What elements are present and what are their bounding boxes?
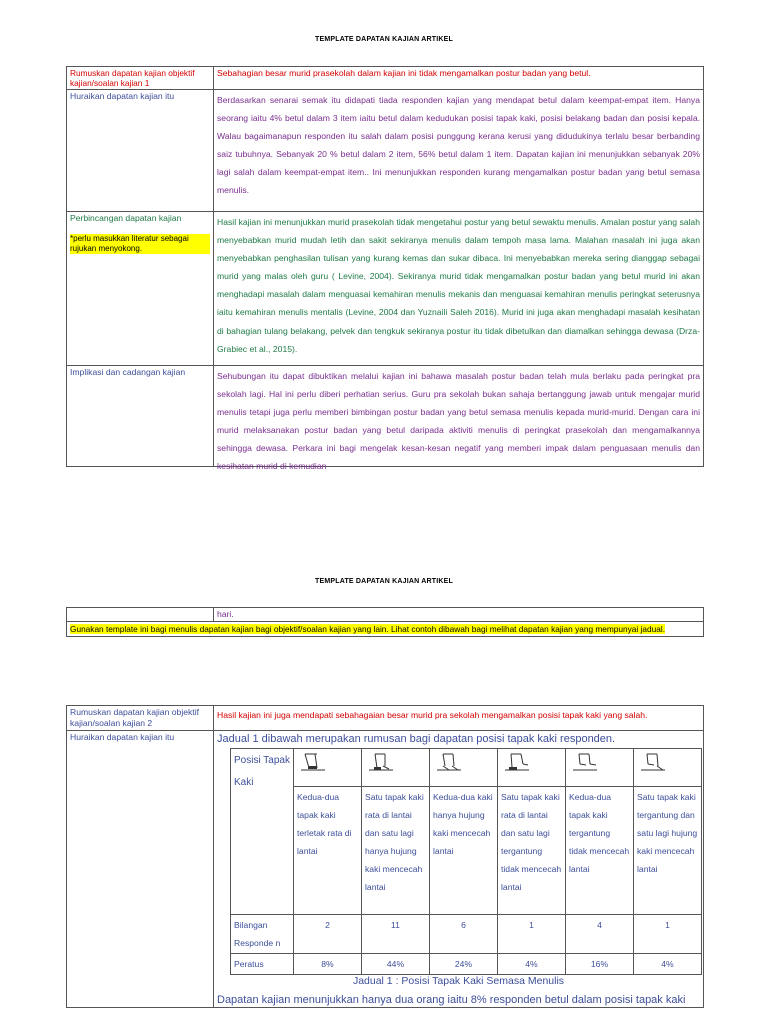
count-cell: 1 — [634, 915, 702, 954]
count-cell: 2 — [294, 915, 362, 954]
row-label: Implikasi dan cadangan kajian — [67, 366, 214, 467]
table-row — [67, 622, 704, 637]
percent-row — [231, 954, 702, 975]
table-caption: Jadual 1 : Posisi Tapak Kaki Semasa Menulis — [352, 975, 565, 988]
column-header: Kedua-dua tapak kaki terletak rata di lantai — [294, 787, 362, 915]
table-row — [67, 608, 704, 622]
percent-cell: 24% — [430, 954, 498, 975]
foot-icon — [566, 749, 634, 787]
row-text: Sebahagian besar murid prasekolah dalam kajian ini tidak mengamalkan postur badan yang betul. — [214, 67, 704, 90]
row-text: Berdasarkan senarai semak itu didapati tiada responden kajian yang mendapat betul dalam keempat-empat item. Hanya seorang iaitu 4% betul dalam 3 item iaitu betul dalam kedudukan posisi tapak kaki, posisi belakang badan dan posisi kepala. Walau bagaimanapun responden itu salah dalam posisi punggung kerana kerusi yang didudukinya terlalu besar berbanding saiz tubuhnya. Sebanyak 20 % betul dalam 2 item, 56% betul dalam 1 item. Dapatan kajian ini menunjukkan sebanyak 20% lagi salah dalam keempat-empat item.. Ini menunjukkan responden kurang mengamalkan postur badan yang betul semasa menulis. — [214, 90, 704, 212]
column-header: Kedua-dua tapak kaki tergantung tidak mencecah lantai — [566, 787, 634, 915]
icon-row — [231, 749, 702, 787]
percent-cell: 16% — [566, 954, 634, 975]
percent-cell: 8% — [294, 954, 362, 975]
empty-cell — [67, 608, 214, 622]
count-cell: 6 — [430, 915, 498, 954]
row-content — [214, 731, 704, 1008]
page-title: TEMPLATE DAPATAN KAJIAN ARTIKEL — [314, 36, 454, 43]
table-row — [67, 366, 704, 467]
continuation-table — [66, 607, 704, 637]
row-text: Hasil kajian ini menunjukkan murid prasekolah tidak mengetahui postur yang betul sewaktu menulis. Amalan postur yang salah menyebabkan murid mudah letih dan sakit sekiranya menulis dalam tempoh masa lama. Malahan masalah ini juga akan menyebabkan penghasilan tulisan yang kurang kemas dan sukar dibaca. Ini menyebabkan mereka sering dianggap sebagai murid yang malas oleh guru ( Levine, 2004). Sekiranya murid tidak mengamalkan postur badan yang betul murid ini akan menghadapi masalah dalam menguasai kemahiran menulis mekanis dan menguasai kemahiran menulis peringkat seterusnya iaitu kemahiran menulis mentalis (Levine, 2004 dan Yuznaili Saleh 2016). Murid ini juga akan menghadapi masalah kesihatan di bahagian tulang belakang, pelvek dan tengkuk sekiranya postur itu tidak dibetulkan dan diamalkan sehingga dewasa (Drza-Grabiec et al., 2015). — [214, 212, 704, 366]
table-row — [67, 731, 704, 1008]
column-header: Satu tapak kaki rata di lantai dan satu lagi tergantung tidak mencecah lantai — [498, 787, 566, 915]
row-label: Huraikan dapatan kajian itu — [67, 731, 214, 1008]
row-label: Perbincangan dapatan kajian — [70, 213, 182, 223]
table-row — [67, 212, 704, 366]
foot-icon — [362, 749, 430, 787]
row-label: Rumuskan dapatan kajian objektif kajian/soalan kajian 1 — [67, 67, 214, 90]
conclusion-text: Dapatan kajian menunjukkan hanya dua orang iaitu 8% responden betul dalam posisi tapak kaki — [217, 994, 686, 1007]
percent-cell: 44% — [362, 954, 430, 975]
count-cell: 4 — [566, 915, 634, 954]
foot-position-table — [230, 748, 702, 975]
table-row — [67, 90, 704, 212]
findings-table-1 — [66, 66, 704, 472]
row-text: hari. — [214, 608, 704, 622]
literature-note: *perlu masukkan literatur sebagai rujukan menyokong. — [70, 234, 210, 254]
count-row — [231, 915, 702, 954]
row-text: Hasil kajian ini juga mendapati sebahagaian besar murid pra sekolah mengamalkan posisi tapak kaki yang salah. — [214, 706, 704, 731]
percent-cell: 4% — [498, 954, 566, 975]
foot-icon — [294, 749, 362, 787]
row-text: Sehubungan itu dapat dibuktikan melalui kajian ini bahawa masalah postur badan telah mula berlaku pada peringkat pra sekolah lagi. Hal ini perlu diberi perhatian serius. Guru pra sekolah bukan sahaja bertanggung jawab untuk mengajar murid menulis tetapi juga perlu memberi bimbingan postur badan yang betul semasa menulis kepada murid-murid. Dengan cara ini murid melaksanakan postur badan yang betul daripada aktiviti menulis di peringkat prasekolah dan mengamalkannya sehingga dewasa. Perkara ini bagi mengelak kesan-kesan negatif yang memberi impak dalam penguasaan menulis dan kesihatan murid di kemudian — [214, 366, 704, 467]
header-cell: Posisi Tapak Kaki — [231, 749, 294, 915]
instruction-text: Gunakan template ini bagi menulis dapatan kajian bagi objektif/soalan kajian yang lain. Lihat contoh dibawah bagi melihat dapatan kajian yang mempunyai jadual. — [70, 624, 666, 634]
foot-icon — [430, 749, 498, 787]
count-cell: 11 — [362, 915, 430, 954]
row-label: Huraikan dapatan kajian itu — [67, 90, 214, 212]
table-intro: Jadual 1 dibawah merupakan rumusan bagi dapatan posisi tapak kaki responden. — [217, 733, 616, 745]
table-row — [67, 67, 704, 90]
page-title-2: TEMPLATE DAPATAN KAJIAN ARTIKEL — [314, 578, 454, 585]
column-header: Satu tapak kaki tergantung dan satu lagi hujung kaki mencecah lantai — [634, 787, 702, 915]
instruction-cell — [67, 622, 704, 637]
row-label-cell — [67, 212, 214, 366]
column-header: Satu tapak kaki rata di lantai dan satu lagi hanya hujung kaki mencecah lantai — [362, 787, 430, 915]
table-row — [67, 706, 704, 731]
column-header-row — [231, 787, 702, 915]
row-header: Bilangan Responde n — [231, 915, 294, 954]
column-header: Kedua-dua kaki hanya hujung kaki mencecah lantai — [430, 787, 498, 915]
row-header: Peratus — [231, 954, 294, 975]
percent-cell: 4% — [634, 954, 702, 975]
foot-icon — [498, 749, 566, 787]
findings-table-2 — [66, 705, 704, 1008]
count-cell: 1 — [498, 915, 566, 954]
foot-icon — [634, 749, 702, 787]
row-label: Rumuskan dapatan kajian objektif kajian/soalan kajian 2 — [67, 706, 214, 731]
